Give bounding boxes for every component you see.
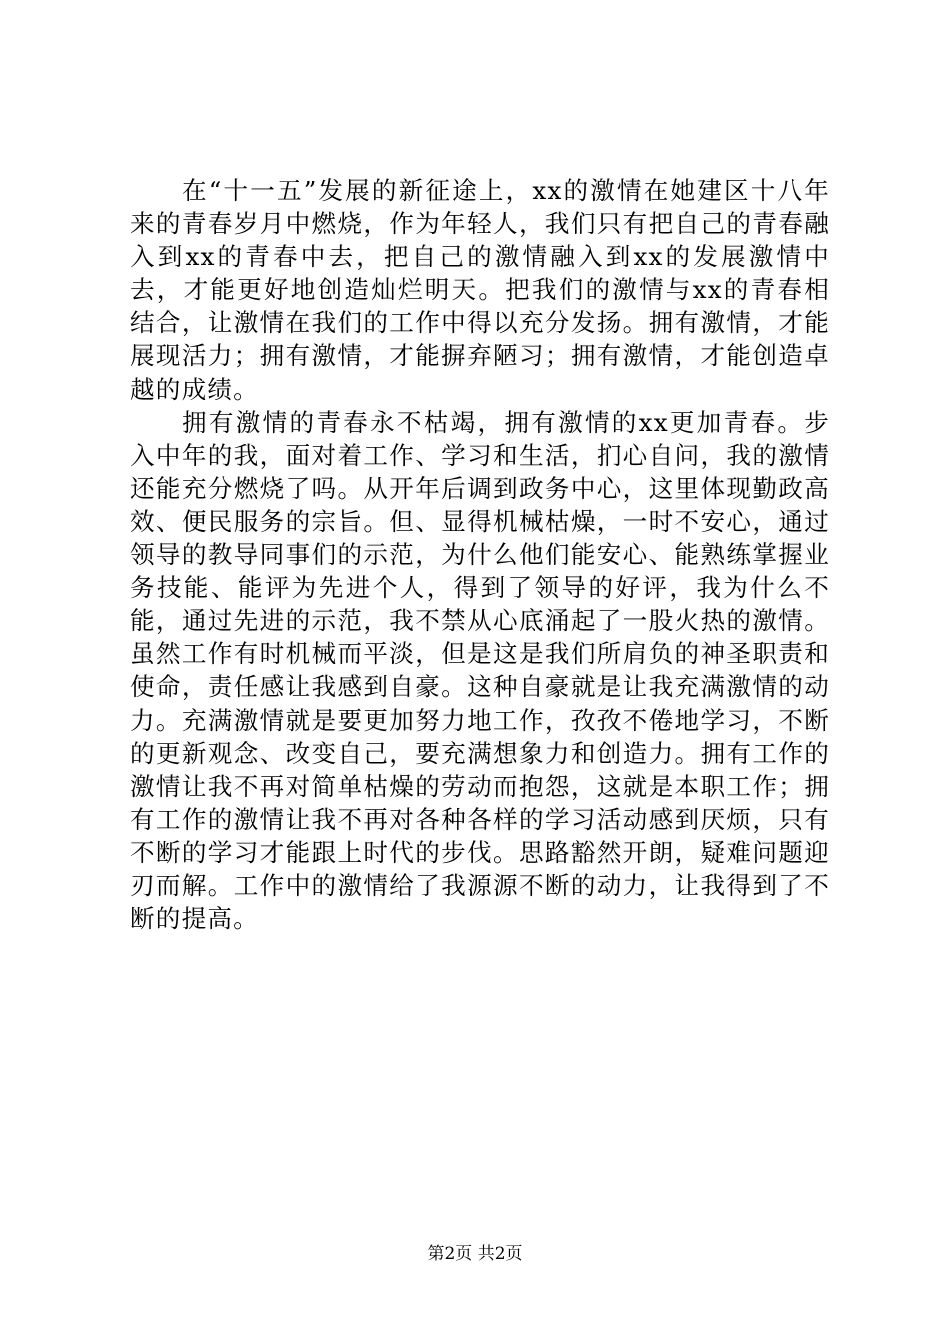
document-body	[130, 174, 830, 935]
page-number-footer: 第2页 共2页	[427, 1244, 523, 1264]
paragraph: 拥有激情的青春永不枯竭，拥有激情的xx更加青春。步入中年的我，面对着工作、学习和生活，扪心自问，我的激情还能充分燃烧了吗。从开年后调到政务中心，这里体现勤政高效、便民服务的宗旨。但、显得机械枯燥，一时不安心，通过领导的教导同事们的示范，为什么他们能安心、能熟练掌握业务技能、能评为先进个人，得到了领导的好评，我为什么不能，通过先进的示范，我不禁从心底涌起了一股火热的激情。虽然工作有时机械而平淡，但是这是我们所肩负的神圣职责和使命，责任感让我感到自豪。这种自豪就是让我充满激情的动力。充满激情就是要更加努力地工作，孜孜不倦地学习，不断的更新观念、改变自己，要充满想象力和创造力。拥有工作的激情让我不再对简单枯燥的劳动而抱怨，这就是本职工作；拥有工作的激情让我不再对各种各样的学习活动感到厌烦，只有不断的学习才能跟上时代的步伐。思路豁然开朗，疑难问题迎刃而解。工作中的激情给了我源源不断的动力，让我得到了不断的提高。	[130, 407, 830, 934]
paragraph: 在“十一五”发展的新征途上，xx的激情在她建区十八年来的青春岁月中燃烧，作为年轻人，我们只有把自己的青春融入到xx的青春中去，把自己的激情融入到xx的发展激情中去，才能更好地创造灿烂明天。把我们的激情与xx的青春相结合，让激情在我们的工作中得以充分发扬。拥有激情，才能展现活力；拥有激情，才能摒弃陋习；拥有激情，才能创造卓越的成绩。	[130, 176, 830, 404]
